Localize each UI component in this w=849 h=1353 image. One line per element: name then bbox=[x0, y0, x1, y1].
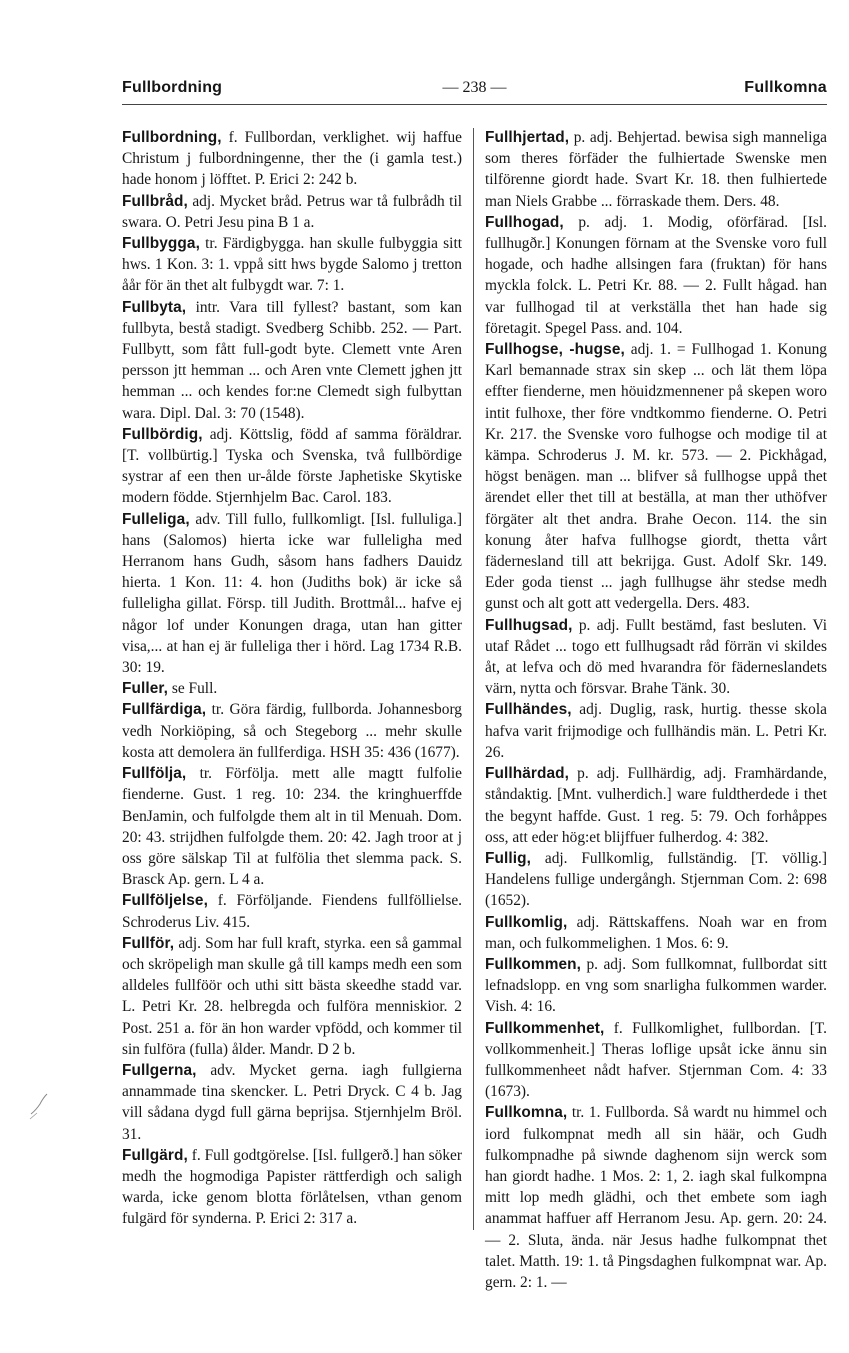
entry-text: se Full. bbox=[168, 680, 218, 698]
entry-headword: Fullhärdad, bbox=[485, 765, 570, 783]
entry-text: f. Fullkomlighet, fullbordan. [T. vollkommenheit.] Theras loflige upsåt icke ännu sin fullkommenheet nådt hafver. Stjernman Com. 4: 33 (1673). bbox=[485, 1019, 827, 1101]
entry-text: tr. Färdigbygga. han skulle fulbyggia sitt hws. 1 Kon. 3: 1. vppå sitt hws bygde Salomo j tretton åår för än thet alt fulbygdt war. 7: 1. bbox=[122, 235, 462, 295]
entry-text: adj. 1. = Fullhogad 1. Konung Karl bemannade strax sin skep ... och lät them löpa effter fienderne, men höuidzmennener på skepen woro intit fulhoxe, ther före vndtkommo fienderne. O. Petri Kr. 217. the Svenske voro fulhogse och modige til at kämpa. Schroderus J. M. kr. 573. — 2. Pickhågad, högst benägen. man ... blifver så fullhogse uppå thet ärendet eller thet till at beställa, at man ther uthöfver förgäter alt thet andra. Brahe Oecon. 114. the sin konung åter hafva fullhogse giordt, thetta vårt fädernesland till att bekrijga. Gust. Adolf Skr. 149. Eder goda tienst ... jagh fullhugse ähr stedse medh gunst och alt gott att vedergella. Ders. 483. bbox=[485, 341, 827, 613]
dictionary-entry bbox=[122, 699, 462, 763]
dictionary-entry bbox=[122, 127, 462, 191]
running-header bbox=[122, 76, 827, 102]
entry-headword: Fullfärdiga, bbox=[122, 701, 207, 719]
entry-headword: Fullhjertad, bbox=[485, 129, 570, 146]
entry-text: tr. Förfölja. mett alle magtt fulfolie fienderne. Gust. 1 reg. 10: 234. the kringhuerffde BenJamin, och fulfolgde them alt in til Menuah. Dom. 20: 43. strijdhen fulfolgde them. 20: 42. Jagh troor at j oss göre sälskap Til at fulfölia thet slemma pack. S. Brasck Ap. gern. L 4 a. bbox=[122, 765, 462, 889]
entry-text: f. Full godtgörelse. [Isl. fullgerð.] han söker medh the hogmodiga Papister rättferdigh och saligh warda, icke genom blotta förlåtelsen, vthan genom fulgärd för synderna. P. Erici 2: 317 a. bbox=[122, 1146, 462, 1228]
entry-headword: Fullhugsad, bbox=[485, 616, 573, 634]
entry-text: adj. Fullkomlig, fullständig. [T. völlig.] Handelens fullige undergångh. Stjernman Com. 2: 698 (1652). bbox=[485, 849, 827, 910]
dictionary-entry bbox=[122, 678, 462, 699]
entry-text: f. Fullbordan, verklighet. wij haffue Christum j fulbordningenne, ther the (i gamla test.) hade honom j löfftet. P. Erici 2: 242 b. bbox=[122, 129, 462, 189]
dictionary-entry bbox=[122, 763, 462, 890]
entry-text: p. adj. Fullhärdig, adj. Framhärdande, ståndaktig. [Mnt. vulherdich.] ware fuldtherdede i thet the begynt haffde. Gust. 1 reg. 5: 79. Och forhåppes oss, att eder hög:et blijffuer fulherdog. 4: 382. bbox=[485, 765, 827, 846]
dictionary-entry bbox=[485, 339, 827, 615]
dictionary-entry bbox=[485, 1102, 827, 1293]
entry-text: adj. Köttslig, född af samma föräldrar. [T. vollbürtig.] Tyska och Svenska, två fullbördige systrar af een then ur-ålde förste Japhetiske Skytiske modern födde. Stjernhjelm Bac. Carol. 183. bbox=[122, 425, 462, 507]
dictionary-entry bbox=[122, 890, 462, 932]
dictionary-entry bbox=[122, 233, 462, 297]
entry-headword: Fullhogad, bbox=[485, 213, 564, 231]
entry-text: adv. Mycket gerna. iagh fullgierna annammade tina skencker. L. Petri Dryck. C 4 b. Jag vill sådana dygd full gärna beprijsa. Stjernhjelm Bröl. 31. bbox=[122, 1061, 462, 1143]
entry-text: p. adj. Som fullkomnat, fullbordat sitt lefnadslopp. en vng som snarligha fulkommen warder. Vish. 4: 16. bbox=[485, 955, 827, 1016]
entry-text: adv. Till fullo, fullkomligt. [Isl. fulluliga.] hans (Salomos) hierta icke war fulleligha med Herranom hans Gudh, såsom hans fadhers Dauidz hierta. 1 Kon. 11: 4. hon (Judiths bok) är icke så fulleligha gillat. Försp. till Judith. Brottmål... hafve ej någor lof under Konungen draga, utan han gitter visa,... at han ej är fulleliga ther i hörd. Lag 1734 R.B. 30: 19. bbox=[122, 510, 462, 677]
entry-headword: Fullbråd, bbox=[122, 192, 188, 210]
entry-headword: Fullkommen, bbox=[485, 955, 582, 973]
entry-headword: Fullkomna, bbox=[485, 1104, 568, 1122]
entry-text: adj. Rättskaffens. Noah war en from man, och fulkommelighen. 1 Mos. 6: 9. bbox=[485, 913, 827, 952]
dictionary-entry bbox=[122, 424, 462, 509]
dictionary-entry bbox=[485, 127, 827, 212]
dictionary-entry bbox=[485, 848, 827, 912]
header-rule bbox=[122, 104, 827, 105]
entry-headword: Fullför, bbox=[122, 934, 175, 952]
dictionary-entry bbox=[485, 212, 827, 339]
left-column bbox=[122, 127, 462, 1230]
dictionary-entry bbox=[485, 763, 827, 848]
entry-headword: Fullfölja, bbox=[122, 765, 187, 783]
page-number: — 238 — bbox=[442, 79, 507, 96]
dictionary-entry bbox=[122, 1145, 462, 1230]
entry-text: tr. Göra färdig, fullborda. Johannesborg vedh Norkiöping, så och Stegeborg ... mehr skulle kosta att demolera än fullferdiga. HSH 35: 436 (1677). bbox=[122, 701, 462, 761]
entry-headword: Fullkomlig, bbox=[485, 913, 568, 931]
entry-headword: Fullkommenhet, bbox=[485, 1019, 605, 1037]
dictionary-entry bbox=[122, 509, 462, 679]
entry-text: adj. Som har full kraft, styrka. een så gammal och skröpeligh man skulle gå till kamps medh een som alldeles fullföör och uthi sitt bästa skeedhe stadd var. L. Petri Kr. 28. helbregda och fulföra menniskior. 2 Post. 251 a. för än hon warder vpfödd, och kommer til sin fulföra (fulla) ålder. Mandr. D 2 b. bbox=[122, 934, 462, 1058]
dictionary-entry bbox=[122, 191, 462, 233]
dictionary-entry bbox=[485, 912, 827, 954]
entry-text: adj. Duglig, rask, hurtig. thesse skola hafva varit frijmodige och fullhändis män. L. Petri Kr. 26. bbox=[485, 701, 827, 761]
margin-pencil-mark bbox=[28, 1092, 50, 1122]
entry-headword: Fullig, bbox=[485, 849, 532, 867]
dictionary-entry bbox=[485, 699, 827, 763]
dictionary-entry bbox=[485, 1018, 827, 1103]
dictionary-entry bbox=[485, 615, 827, 700]
header-last-word: Fullkomna bbox=[744, 79, 827, 96]
dictionary-entry bbox=[122, 1060, 462, 1145]
entry-headword: Fullbordning, bbox=[122, 129, 222, 146]
entry-text: intr. Vara till fyllest? bastant, som kan fullbyta, bestå stadigt. Svedberg Schibb. 252. — Part. Fullbytt, som fått full-godt byte. Clemett vnte Aren persson jtt hemman ... och Aren vnte Clemett jghen jtt hemman ... och kendes for:ne Clemedt sigh fulbyttan wara. Dipl. Dal. 3: 70 (1548). bbox=[122, 298, 462, 422]
header-first-word: Fullbordning bbox=[122, 79, 223, 96]
dictionary-entry bbox=[122, 297, 462, 424]
entry-text: p. adj. Fullt bestämd, fast besluten. Vi utaf Rådet ... togo ett fullhugsadt råd förrän vi skildes åt, at lefva och dö med hvarandra för fäderneslandets värn, nytta och försvar. Brahe Tänk. 30. bbox=[485, 616, 827, 698]
entry-headword: Fullhändes, bbox=[485, 701, 572, 719]
entry-headword: Fullhogse, -hugse, bbox=[485, 341, 625, 359]
entry-text: p. adj. 1. Modig, oförfärad. [Isl. fullhugðr.] Konungen förnam at the Svenske voro full hogade, och hadhe allsingen fara (fruktan) för hans myckla folck. L. Petri Kr. 88. — 2. Fullt hågad. han var fullhogad til at verkställa thet han hade sig företagit. Spegel Pass. and. 104. bbox=[485, 213, 827, 337]
entry-text: p. adj. Behjertad. bewisa sigh manneliga som theres förfäder the fulhiertade Swenske men tilförenne giordt hade. Svart Kr. 18. then fulhiertede man Niels Grabbe ... förraskade them. Ders. 48. bbox=[485, 129, 827, 210]
entry-headword: Fullbördig, bbox=[122, 425, 203, 443]
entry-text: f. Förföljande. Fiendens fullföllielse. Schroderus Liv. 415. bbox=[122, 892, 462, 931]
entry-headword: Fullgärd, bbox=[122, 1146, 188, 1164]
entry-text: tr. 1. Fullborda. Så wardt nu himmel och iord fulkompnat medh all sin häär, och Gudh fulkompnadhe på siwnde daghenom sijn werck som han giordt hadhe. 1 Mos. 2: 1, 2. iagh skal fulkompna mitt lop medh glädhi, och thet embete som iagh anammat haffuer aff Herranom Jesu. Ap. gern. 20: 24. — 2. Sluta, ända. när Jesus hadhe fulkompnat thet talet. Matth. 19: 1. tå Pingsdaghen fulkompnat war. Ap. gern. 2: 1. — bbox=[485, 1104, 827, 1291]
entry-text: adj. Mycket bråd. Petrus war tå fulbrådh til swara. O. Petri Jesu pina B 1 a. bbox=[122, 192, 462, 231]
entry-headword: Fullföljelse, bbox=[122, 892, 208, 910]
entry-headword: Fulleliga, bbox=[122, 510, 190, 528]
column-divider bbox=[473, 128, 474, 1230]
dictionary-entry bbox=[122, 933, 462, 1060]
entry-headword: Fullbygga, bbox=[122, 235, 200, 253]
right-column bbox=[485, 127, 827, 1293]
dictionary-entry bbox=[485, 954, 827, 1018]
entry-headword: Fuller, bbox=[122, 680, 169, 698]
entry-headword: Fullbyta, bbox=[122, 298, 187, 316]
entry-headword: Fullgerna, bbox=[122, 1061, 197, 1079]
